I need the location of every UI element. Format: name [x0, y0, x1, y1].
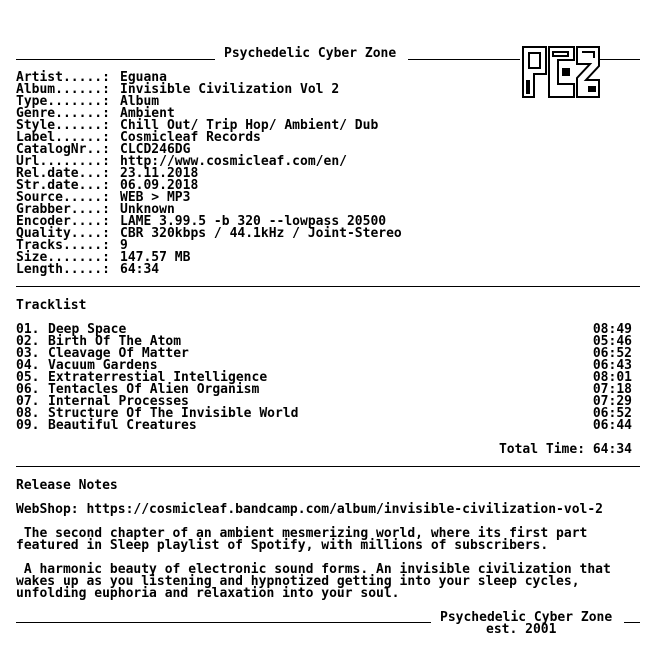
pcz-logo [522, 16, 600, 128]
info-value: Invisible Civilization Vol 2 [120, 82, 340, 97]
track-number: 07. [16, 394, 40, 409]
info-value: CLCD246DG [120, 142, 191, 157]
track-duration: 06:43 [592, 358, 632, 373]
info-key: Source.....: [16, 190, 110, 205]
release-notes-heading: Release Notes [16, 478, 118, 493]
track-number: 06. [16, 382, 40, 397]
info-value: WEB > MP3 [120, 190, 191, 205]
info-value: 64:34 [120, 262, 160, 277]
header-rule-right [600, 59, 640, 60]
info-value: Ambient [120, 106, 175, 121]
track-title: Beautiful Creatures [48, 418, 197, 433]
track-duration: 08:49 [592, 322, 632, 337]
track-duration: 05:46 [592, 334, 632, 349]
info-value: 23.11.2018 [120, 166, 199, 181]
track-title: Tentacles Of Alien Organism [48, 382, 260, 397]
info-key: Size.......: [16, 250, 110, 265]
track-number: 08. [16, 406, 40, 421]
info-key: Str.date...: [16, 178, 110, 193]
header-title: Psychedelic Cyber Zone [224, 46, 397, 61]
info-value: Eguana [120, 70, 167, 85]
track-row [16, 420, 632, 432]
track-duration: 06:52 [592, 346, 632, 361]
track-duration: 08:01 [592, 370, 632, 385]
info-key: Encoder....: [16, 214, 110, 229]
divider-2 [16, 466, 640, 467]
divider-1 [16, 286, 640, 287]
track-title: Internal Processes [48, 394, 189, 409]
pcz-logo-icon [522, 46, 600, 98]
info-value: CBR 320kbps / 44.1kHz / Joint-Stereo [120, 226, 402, 241]
track-title: Cleavage Of Matter [48, 346, 189, 361]
info-key: Artist.....: [16, 70, 110, 85]
release-notes-paragraph-2: A harmonic beauty of electronic sound forms. An invisible civilization that wakes up as you listening and hypnotized getting into your sleep cycles, unfolding euphoria and relaxation into your soul. [16, 562, 611, 601]
info-value: Album [120, 94, 160, 109]
info-key: Length.....: [16, 262, 110, 277]
track-number: 03. [16, 346, 40, 361]
track-number: 02. [16, 334, 40, 349]
info-key: Genre......: [16, 106, 110, 121]
info-value: Chill Out/ Trip Hop/ Ambient/ Dub [120, 118, 379, 133]
info-value: Unknown [120, 202, 175, 217]
info-value: 147.57 MB [120, 250, 191, 265]
track-title: Extraterrestial Intelligence [48, 370, 268, 385]
track-duration: 06:52 [592, 406, 632, 421]
track-number: 04. [16, 358, 40, 373]
track-duration: 06:44 [592, 418, 632, 433]
info-key: Album......: [16, 82, 110, 97]
header-rule-left [16, 59, 215, 60]
info-row [16, 264, 402, 276]
footer-established: est. 2001 [486, 622, 557, 637]
webshop-line: WebShop: https://cosmicleaf.bandcamp.com/album/invisible-civilization-vol-2 [16, 502, 603, 517]
track-title: Structure Of The Invisible World [48, 406, 299, 421]
footer-rule-right [624, 622, 640, 623]
header-rule-mid [408, 59, 520, 60]
info-value: http://www.cosmicleaf.com/en/ [120, 154, 347, 169]
info-key: CatalogNr..: [16, 142, 110, 157]
track-title: Birth Of The Atom [48, 334, 182, 349]
info-key: Style......: [16, 118, 110, 133]
release-notes-paragraph-1: The second chapter of an ambient mesmerizing world, where its first part featured in Sleep playlist of Spotify, with millions of subscribers. [16, 526, 588, 553]
info-key: Url........: [16, 154, 110, 169]
info-key: Tracks.....: [16, 238, 110, 253]
track-number: 01. [16, 322, 40, 337]
footer-rule-left [16, 622, 431, 623]
track-duration: 07:18 [592, 382, 632, 397]
track-title: Deep Space [48, 322, 127, 337]
info-value: LAME 3.99.5 -b 320 --lowpass 20500 [120, 214, 387, 229]
track-number: 05. [16, 370, 40, 385]
total-time: Total Time: 64:34 [498, 442, 632, 457]
footer-title: Psychedelic Cyber Zone [440, 610, 613, 625]
info-key: Quality....: [16, 226, 110, 241]
info-key: Label......: [16, 130, 110, 145]
tracklist [16, 324, 632, 432]
info-key: Grabber....: [16, 202, 110, 217]
release-info [16, 72, 402, 276]
info-value: 9 [120, 238, 128, 253]
tracklist-heading: Tracklist [16, 298, 87, 313]
track-number: 09. [16, 418, 40, 433]
track-duration: 07:29 [592, 394, 632, 409]
info-key: Rel.date...: [16, 166, 110, 181]
info-key: Type.......: [16, 94, 110, 109]
info-value: 06.09.2018 [120, 178, 199, 193]
track-title: Vacuum Gardens [48, 358, 158, 373]
info-value: Cosmicleaf Records [120, 130, 261, 145]
